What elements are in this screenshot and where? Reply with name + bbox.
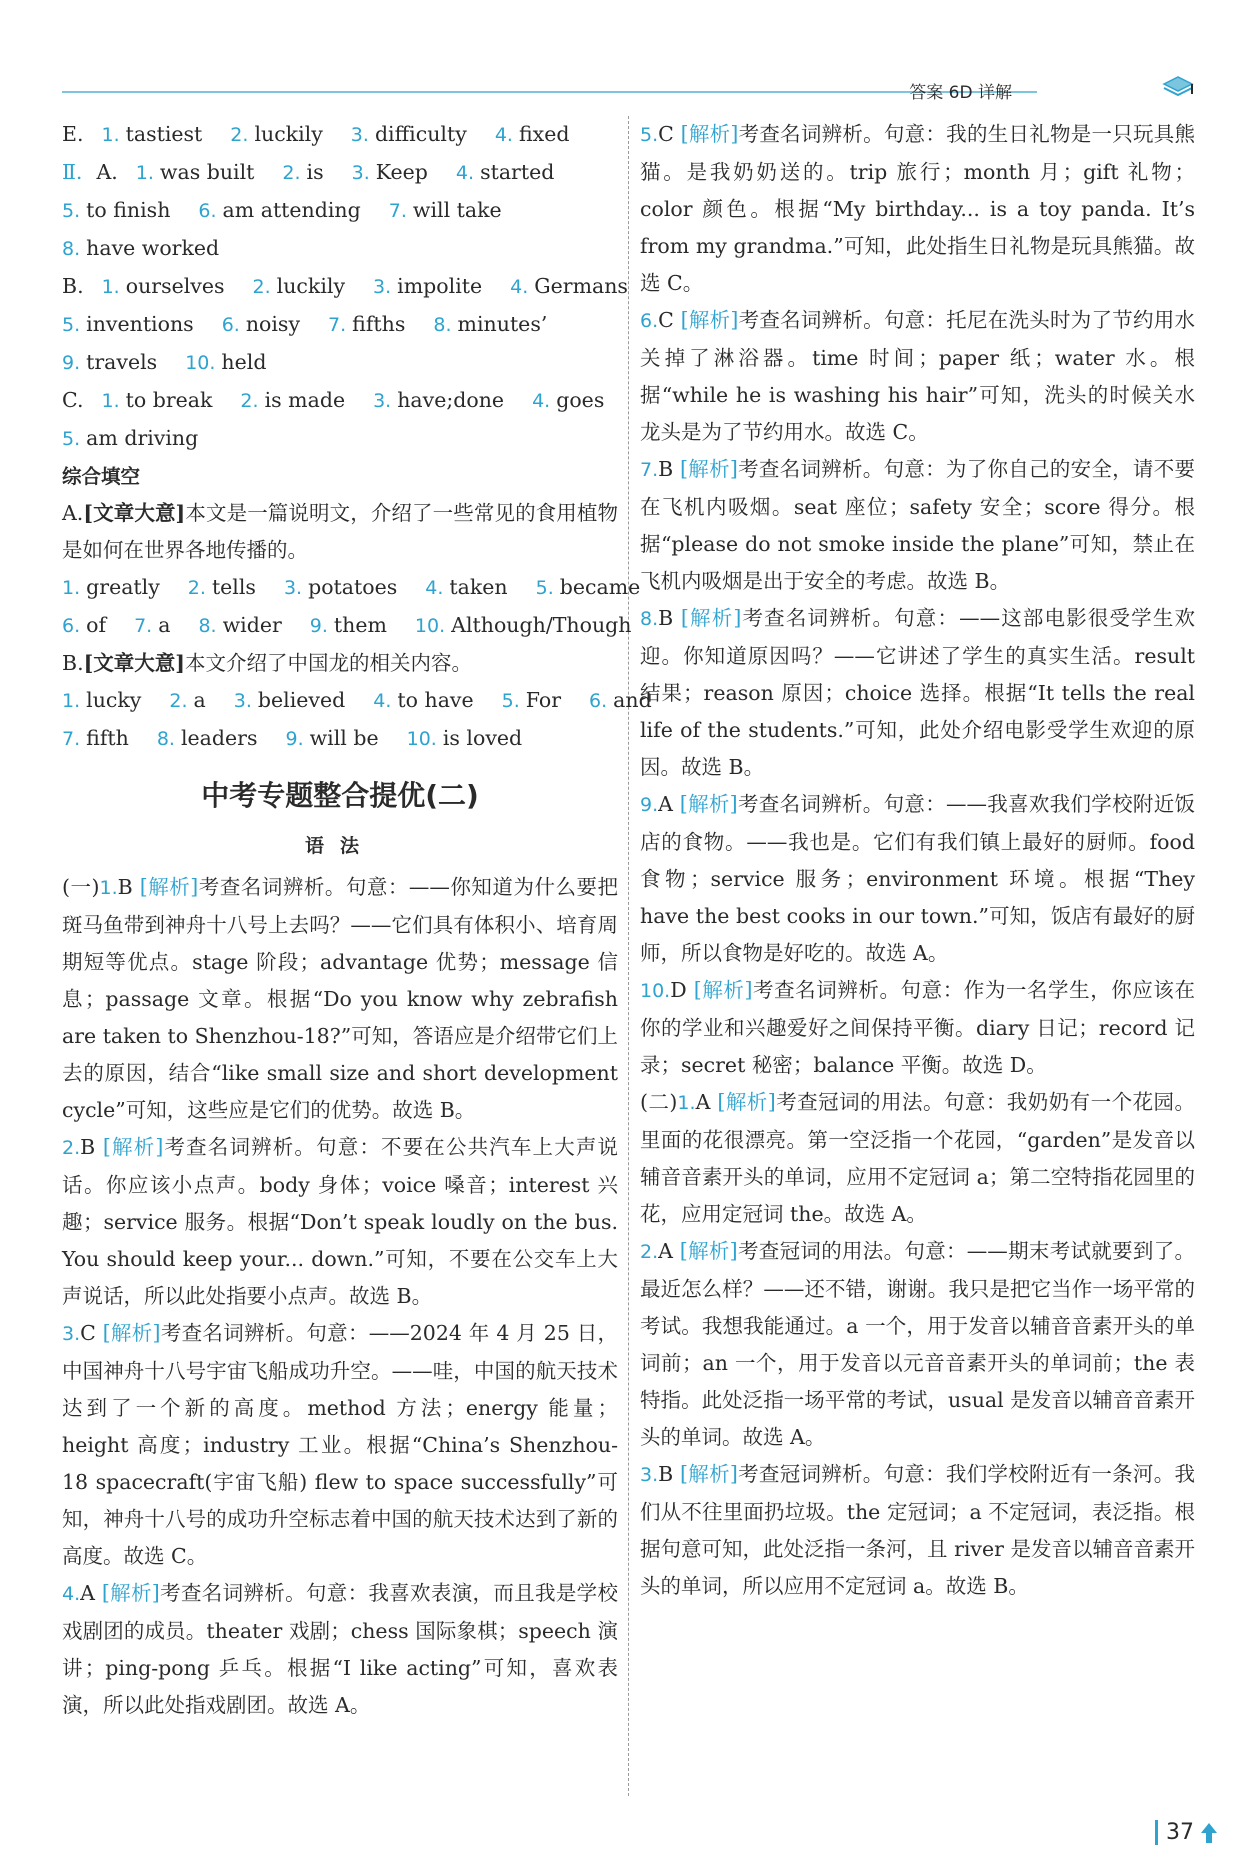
row-label: B. [62, 274, 84, 298]
question-number: 1. [677, 1092, 696, 1114]
answer-item [234, 688, 345, 712]
zonghe-A-row-1 [62, 569, 641, 607]
answer-item [373, 388, 504, 412]
item-answer: fifths [352, 312, 406, 336]
item-number: 8. [156, 728, 175, 750]
item-number: 9. [285, 728, 304, 750]
analysis-tag: [解析] [693, 978, 753, 1002]
question-number: 9. [640, 794, 659, 816]
question-number: 10. [640, 980, 671, 1002]
answer-item [352, 160, 428, 184]
item-answer: greatly [86, 575, 160, 599]
item-answer: goes [556, 388, 605, 412]
section-title: 中考专题整合提优(二) [201, 779, 479, 812]
item-answer: held [221, 350, 267, 374]
answer-row-IIA-2 [62, 192, 618, 230]
answer-item [407, 726, 523, 750]
item-number: 5. [62, 314, 81, 336]
explanation-text: 考查名词辨析。句意：——我喜欢我们学校附近饭店的食物。——我也是。它们有我们镇上最好的厨师。food 食物；service 服务；environment 环境。根据“They have the best cooks in our town.”可知，饭店有最好的厨师，所以食物是好吃的。故选 A。 [640, 792, 1195, 965]
item-answer: a [193, 688, 206, 712]
item-answer: to have [397, 688, 474, 712]
answer-item [157, 726, 258, 750]
item-number: 2. [252, 276, 271, 298]
question-number: 4. [62, 1583, 81, 1605]
answer-row-IIA-1 [62, 154, 618, 192]
question-number: 2. [640, 1241, 659, 1263]
question-number: 7. [640, 459, 659, 481]
item-number: 7. [328, 314, 347, 336]
answer: A [658, 792, 673, 816]
summary-text: 本文是一篇说明文，介绍了一些常见的食用植物是如何在世界各地传播的。 [62, 501, 618, 562]
item-number: 5. [501, 690, 520, 712]
question-number: 5. [640, 124, 659, 146]
answer-item [102, 274, 225, 298]
answer-item [284, 575, 397, 599]
up-arrow-icon [1200, 1822, 1218, 1844]
question-number: 6. [640, 310, 659, 332]
answer-item [285, 726, 378, 750]
explanation-part2-3 [640, 1456, 1195, 1605]
item-answer: minutes’ [457, 312, 548, 336]
explanation-8 [640, 600, 1195, 786]
item-answer: to break [125, 388, 213, 412]
item-answer: wider [222, 613, 282, 637]
item-answer: luckily [254, 122, 323, 146]
answer-item [532, 388, 604, 412]
item-answer: am attending [222, 198, 361, 222]
analysis-tag: [解析] [680, 308, 739, 332]
answer-item [136, 160, 255, 184]
answer-item [62, 726, 129, 750]
item-number: 4. [455, 162, 475, 184]
answer-row-B-2 [62, 306, 618, 344]
item-number: 6. [221, 314, 240, 336]
explanation-5 [640, 116, 1195, 302]
row-label: A. [96, 160, 118, 184]
answer-item [62, 350, 157, 374]
item-number: 3. [373, 276, 392, 298]
item-number: 5. [62, 200, 81, 222]
zonghe-A-summary [62, 495, 618, 569]
right-column [640, 116, 1195, 1605]
answer-item [310, 613, 387, 637]
explanation-text: 考查名词辨析。句意：作为一名学生，你应该在你的学业和兴趣爱好之间保持平衡。diary 日记；record 记录；secret 秘密；balance 平衡。故选 D。 [640, 978, 1195, 1077]
label: A. [62, 501, 84, 525]
explanation-text: 考查冠词的用法。句意：——期末考试就要到了。最近怎么样？——还不错，谢谢。我只是把它当作一场平常的考试。我想我能通过。a 一个，用于发音以辅音音素开头的单词前；an 一个，用于发音以元音音素开头的单词前；the 表特指。此处泛指一场平常的考试，usual 是发音以辅音音素开头的单词。故选 A。 [640, 1239, 1195, 1449]
item-number: 2. [240, 390, 259, 412]
analysis-tag: [解析] [679, 792, 738, 816]
item-number: 4. [494, 124, 513, 146]
answer-item [502, 688, 561, 712]
item-answer: tastiest [125, 122, 203, 146]
item-answer: is made [264, 388, 346, 412]
zonghe-A-row-2 [62, 607, 632, 645]
item-answer: will take [412, 198, 502, 222]
answer-item [185, 350, 266, 374]
answer-row-C-1 [62, 382, 618, 420]
item-number: 4. [373, 690, 392, 712]
explanation-text: 考查名词辨析。句意：——这部电影很受学生欢迎。你知道原因吗？——它讲述了学生的真实生活。result 结果；reason 原因；choice 选择。根据“It tells the real life of the students.”可知，此处介绍电影受学生欢迎的原因。故选 B。 [640, 606, 1195, 779]
item-number: 2. [187, 577, 206, 599]
item-answer: leaders [180, 726, 258, 750]
answer-item [389, 198, 502, 222]
item-answer: started [480, 160, 555, 184]
explanation-3 [62, 1315, 618, 1575]
item-number: 4. [532, 390, 551, 412]
item-number: 7. [134, 615, 153, 637]
zonghe-B-summary [62, 645, 618, 682]
part-label: (一) [62, 875, 100, 899]
answer-item [373, 274, 482, 298]
item-answer: fifth [86, 726, 129, 750]
item-number: 4. [510, 276, 529, 298]
item-number: 8. [62, 238, 81, 260]
analysis-tag: [解析] [717, 1090, 776, 1114]
answer-row-E [62, 116, 618, 154]
item-answer: inventions [86, 312, 194, 336]
analysis-tag: [解析] [680, 1462, 738, 1486]
answer-item [433, 312, 547, 336]
part-label: (二) [640, 1090, 678, 1114]
answer: C [658, 122, 674, 146]
answer-item [169, 688, 205, 712]
item-answer: taken [449, 575, 508, 599]
item-answer: them [333, 613, 387, 637]
answer-item [240, 388, 345, 412]
explanation-part2-2 [640, 1233, 1195, 1456]
answer-item [62, 426, 198, 450]
answer-row-C-2 [62, 420, 618, 458]
answer-item [536, 575, 641, 599]
item-answer: Keep [375, 160, 428, 184]
answer-item [198, 613, 281, 637]
zonghe-B-row-1 [62, 682, 652, 720]
page-number: 37 [1155, 1820, 1194, 1845]
explanation-text: 考查名词辨析。句意：——你知道为什么要把斑马鱼带到神舟十八号上去吗？——它们具有体积小、培育周期短等优点。stage 阶段；advantage 优势；message 信息；passage 文章。根据“Do you know why zebrafish are taken to Shenzhou-18?”可知，答语应是介绍带它们上去的原因，结合“like small size and short development cycle”可知，这些应是它们的优势。故选 B。 [62, 875, 618, 1122]
answer-item [282, 160, 323, 184]
answer-item [62, 688, 141, 712]
item-number: 8. [198, 615, 217, 637]
item-number: 3. [350, 124, 369, 146]
item-number: 5. [62, 428, 81, 450]
item-number: 1. [62, 690, 81, 712]
explanation-7 [640, 451, 1195, 600]
item-number: 3. [283, 577, 303, 599]
analysis-tag: [解析] [680, 606, 742, 630]
item-number: 9. [62, 352, 81, 374]
explanation-text: 考查名词辨析。句意：我喜欢表演，而且我是学校戏剧团的成员。theater 戏剧；chess 国际象棋；speech 演讲；ping-pong 乒乓。根据“I like acting”可知，喜欢表演，所以此处指戏剧团。故选 A。 [62, 1581, 619, 1717]
explanation-text: 考查冠词的用法。句意：我奶奶有一个花园。里面的花很漂亮。第一空泛指一个花园，“garden”是发音以辅音音素开头的单词，应用不定冠词 a；第二空特指花园里的花，应用定冠词 the。故选 A。 [640, 1090, 1195, 1226]
column-divider [628, 116, 629, 1796]
item-number: 1. [101, 276, 120, 298]
explanation-text: 考查名词辨析。句意：不要在公共汽车上大声说话。你应该小点声。body 身体；voice 嗓音；interest 兴趣；service 服务。根据“Don’t speak loudly on the bus. You should keep your... down.”可知，不要在公交车上大声说话，所以此处指要小点声。故选 B。 [62, 1135, 618, 1308]
question-number: 2. [62, 1137, 81, 1159]
item-number: 4. [425, 577, 444, 599]
row-label: C. [62, 388, 84, 412]
item-answer: impolite [397, 274, 483, 298]
answer: A [658, 1239, 673, 1263]
zonghe-B-row-2 [62, 720, 618, 758]
item-answer: became [559, 575, 641, 599]
answer-item [328, 312, 405, 336]
answer-item [188, 575, 256, 599]
answer-item [351, 122, 467, 146]
explanation-10 [640, 972, 1195, 1084]
item-answer: lucky [86, 688, 142, 712]
summary-tag: [文章大意] [83, 501, 186, 525]
item-number: 2. [282, 162, 301, 184]
row-label: Ⅱ. [62, 160, 83, 184]
answer-item [222, 312, 300, 336]
answer-item [101, 122, 202, 146]
item-answer: tells [211, 575, 256, 599]
analysis-tag: [解析] [680, 457, 738, 481]
answer: B [117, 875, 133, 899]
answer-item [510, 274, 628, 298]
section-subtitle: 语法 [304, 835, 375, 857]
item-answer: fixed [518, 122, 570, 146]
analysis-tag: [解析] [679, 1239, 738, 1263]
item-number: 6. [62, 615, 81, 637]
answer: B [80, 1135, 96, 1159]
item-answer: of [86, 613, 107, 637]
item-answer: to finish [86, 198, 171, 222]
item-answer: potatoes [308, 575, 398, 599]
analysis-tag: [解析] [139, 875, 199, 899]
header-rule [62, 91, 1037, 93]
answer: B [658, 1462, 674, 1486]
question-number: 1. [99, 877, 118, 899]
header-title: 答案 6D 详解 [909, 83, 1012, 103]
zonghe-heading: 综合填空 [62, 465, 141, 488]
explanation-2 [62, 1129, 618, 1315]
item-number: 8. [433, 314, 452, 336]
answer-item [134, 613, 170, 637]
item-number: 10. [185, 352, 216, 374]
item-number: 1. [135, 162, 154, 184]
answer-item [253, 274, 346, 298]
item-answer: believed [257, 688, 346, 712]
answer: A [695, 1090, 711, 1114]
answer-item [62, 198, 170, 222]
item-number: 3. [233, 690, 252, 712]
item-number: 7. [62, 728, 81, 750]
item-number: 2. [169, 690, 188, 712]
explanation-text: 考查名词辨析。句意：托尼在洗头时为了节约用水关掉了淋浴器。time 时间；paper 纸；water 水。根据“while he is washing his hair”可知，洗头的时候关水龙头是为了节约用水。故选 C。 [640, 308, 1195, 444]
answer-item [373, 688, 473, 712]
item-answer: is [306, 160, 324, 184]
item-number: 6. [198, 200, 217, 222]
explanation-text: 考查名词辨析。句意：——2024 年 4 月 25 日，中国神舟十八号宇宙飞船成功升空。——哇，中国的航天技术达到了一个新的高度。method 方法；energy 能量；height 高度；industry 工业。根据“China’s Shenzhou-18 spacecraft(宇宙飞船) flew to space successfully”可知，神舟十八号的成功升空标志着中国的航天技术达到了新的高度。故选 C。 [62, 1321, 618, 1568]
item-number: 10. [406, 728, 437, 750]
explanation-text: 考查名词辨析。句意：我的生日礼物是一只玩具熊猫。是我奶奶送的。trip 旅行；month 月；gift 礼物；color 颜色。根据“My birthday... is a toy panda. It’s from my grandma.”可知，此处指生日礼物是玩具熊猫。故选 C。 [640, 122, 1195, 295]
item-number: 10. [414, 615, 446, 637]
left-column [62, 116, 652, 1724]
item-number: 7. [388, 200, 407, 222]
item-answer: travels [86, 350, 158, 374]
item-answer: am driving [86, 426, 199, 450]
explanation-text: 考查冠词辨析。句意：我们学校附近有一条河。我们从不往里面扔垃圾。the 定冠词；a 不定冠词，表泛指。根据句意可知，此处泛指一条河，且 river 是发音以辅音音素开头的单词，所以应用不定冠词 a。故选 B。 [640, 1462, 1195, 1598]
item-answer: have;done [397, 388, 505, 412]
item-number: 2. [230, 124, 249, 146]
answer-item [62, 236, 219, 260]
item-answer: is loved [442, 726, 523, 750]
explanation-text: 考查名词辨析。句意：为了你自己的安全，请不要在飞机内吸烟。seat 座位；safety 安全；score 得分。根据“please do not smoke inside the plane”可知，禁止在飞机内吸烟是出于安全的考虑。故选 B。 [640, 457, 1195, 593]
analysis-tag: [解析] [102, 1321, 161, 1345]
item-answer: and [613, 688, 652, 712]
explanation-part2-1 [640, 1084, 1195, 1233]
answer-item [495, 122, 570, 146]
item-answer: difficulty [374, 122, 467, 146]
explanation-1 [62, 869, 618, 1129]
answer-item [62, 575, 160, 599]
item-answer: For [525, 688, 562, 712]
answer-item [198, 198, 360, 222]
answer-row-B-3 [62, 344, 618, 382]
explanation-6 [640, 302, 1195, 451]
analysis-tag: [解析] [102, 1135, 164, 1159]
item-number: 9. [309, 615, 328, 637]
answer-item [456, 160, 554, 184]
item-number: 6. [589, 690, 608, 712]
answer-row-B-1 [62, 268, 628, 306]
item-number: 1. [101, 124, 120, 146]
analysis-tag: [解析] [101, 1581, 160, 1605]
question-number: 8. [640, 608, 659, 630]
summary-text: 本文介绍了中国龙的相关内容。 [185, 651, 472, 675]
item-answer: a [158, 613, 171, 637]
answer-item [62, 312, 194, 336]
answer-item [62, 613, 106, 637]
answer-row-IIA-3 [62, 230, 618, 268]
answer: D [670, 978, 687, 1002]
question-number: 3. [640, 1464, 659, 1486]
answer: B [658, 457, 674, 481]
question-number: 3. [62, 1323, 81, 1345]
label: B. [62, 651, 84, 675]
item-answer: have worked [86, 236, 220, 260]
item-number: 1. [101, 390, 120, 412]
answer-item [415, 613, 632, 637]
answer: A [80, 1581, 95, 1605]
answer-item [425, 575, 507, 599]
book-stack-icon [1160, 72, 1196, 100]
answer-item [230, 122, 323, 146]
item-answer: Germans [534, 274, 628, 298]
item-answer: was built [159, 160, 255, 184]
item-number: 5. [535, 577, 554, 599]
answer: C [658, 308, 674, 332]
item-answer: noisy [245, 312, 301, 336]
explanation-4 [62, 1575, 618, 1724]
answer: B [658, 606, 674, 630]
answer: C [80, 1321, 96, 1345]
item-number: 1. [62, 577, 81, 599]
analysis-tag: [解析] [680, 122, 739, 146]
item-number: 3. [373, 390, 392, 412]
summary-tag: [文章大意] [83, 651, 185, 675]
explanation-9 [640, 786, 1195, 972]
answer-item [101, 388, 212, 412]
item-answer: luckily [276, 274, 346, 298]
row-label: E. [62, 122, 84, 146]
item-number: 3. [351, 162, 370, 184]
item-answer: ourselves [125, 274, 225, 298]
item-answer: will be [309, 726, 379, 750]
item-answer: Although/Though [451, 613, 632, 637]
